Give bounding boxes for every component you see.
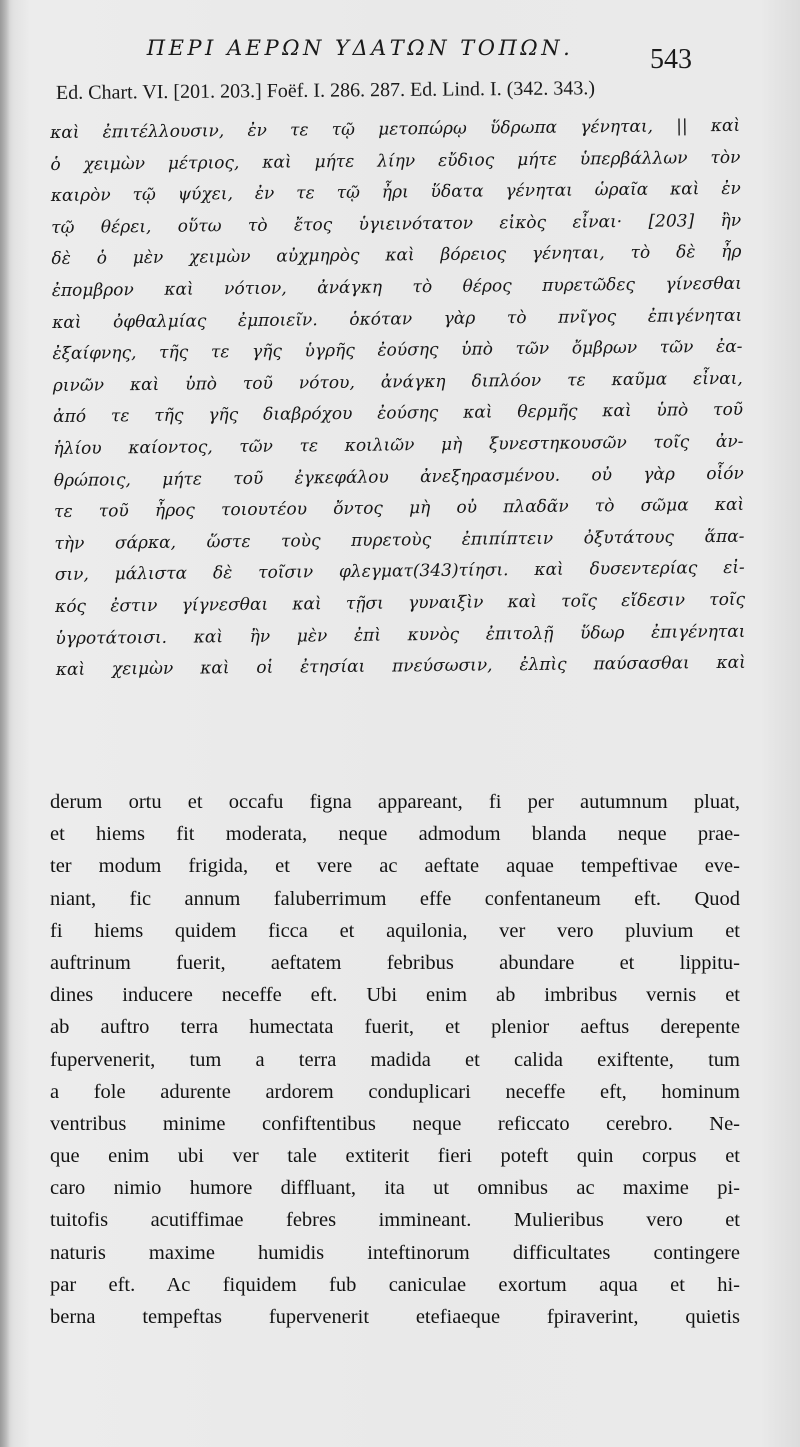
latin-text-line: ter modum frigida, et vere ac aeftate aquae tempeftivae eve- <box>50 855 740 878</box>
latin-text-line: niant, fic annum faluberrimum effe confentaneum eft. Quod <box>50 887 740 910</box>
greek-text-line: σιν, μάλιστα δὲ τοῖσιν φλεγματ(343)τίησι. καὶ δυσεντερίας εἰ- <box>54 558 745 586</box>
running-title: ΠΕΡΙ ΑΕΡΩΝ ΥΔΑΤΩΝ ΤΟΠΩΝ. <box>146 36 574 60</box>
greek-text-line: ὁ χειμὼν μέτριος, καὶ μήτε λίην εὔδιος μήτε ὑπερβάλλων τὸν <box>50 147 741 175</box>
greek-text-line: ἐπομβρον καὶ νότιον, ἀνάγκη τὸ θέρος πυρετῶδες γίνεσθαι <box>51 273 742 301</box>
latin-text-line: caro nimio humore diffluant, ita ut omnibus ac maxime pi- <box>50 1177 740 1200</box>
greek-text-line: κός ἐστιν γίγνεσθαι καὶ τῇσι γυναιξὶν καὶ τοῖς εἴδεσιν τοῖς <box>55 589 746 617</box>
latin-text-line: et hiems fit moderata, neque admodum blanda neque prae- <box>50 823 740 846</box>
greek-text-block <box>50 111 746 687</box>
page-gutter-shadow <box>0 0 10 1447</box>
greek-text-line: ἡλίου καίοντος, τῶν τε κοιλιῶν μὴ ξυνεστηκουσῶν τοῖς ἀν- <box>53 431 744 459</box>
latin-text-line: auftrinum fuerit, aeftatem febribus abundare et lippitu- <box>50 951 740 974</box>
greek-text-line: καὶ χειμὼν καὶ οἱ ἐτησίαι πνεύσωσιν, ἐλπὶς παύσασθαι καὶ <box>55 652 746 681</box>
latin-text-line: naturis maxime humidis inteftinorum difficultates contingere <box>50 1241 740 1264</box>
greek-text-line: ἐξαίφνης, τῆς τε γῆς ὑγρῆς ἐούσης ὑπὸ τῶν ὄμβρων τῶν ἐα- <box>52 336 743 365</box>
latin-text-line: par eft. Ac fiquidem fub caniculae exortum aqua et hi- <box>50 1273 740 1296</box>
greek-text-line: ὑγροτάτοισι. καὶ ἢν μὲν ἐπὶ κυνὸς ἐπιτολῇ ὕδωρ ἐπιγένηται <box>55 621 746 649</box>
latin-text-line: dines inducere neceffe eft. Ubi enim ab imbribus vernis et <box>50 984 740 1007</box>
greek-text-line: δὲ ὁ μὲν χειμὼν αὐχμηρὸς καὶ βόρειος γένηται, τὸ δὲ ἦρ <box>51 242 742 270</box>
latin-text-line: a fole adurente ardorem conduplicari neceffe eft, hominum <box>50 1080 740 1103</box>
greek-text-line: ἀπό τε τῆς γῆς διαβρόχου ἐούσης καὶ θερμῆς καὶ ὑπὸ τοῦ <box>53 400 744 428</box>
latin-text-block <box>50 786 740 1333</box>
greek-text-line: τῷ θέρει, οὕτω τὸ ἔτος ὑγιεινότατον εἰκὸς εἶναι· [203] ἢν <box>51 210 742 238</box>
greek-text-line: καὶ ἐπιτέλλουσιν, ἐν τε τῷ μετοπώρῳ ὕδρωπα γένηται, || καὶ <box>50 115 741 143</box>
latin-text-line: fupervenerit, tum a terra madida et calida exiftente, tum <box>50 1048 740 1071</box>
latin-text-line: que enim ubi ver tale extiterit fieri poteft quin corpus et <box>50 1145 740 1168</box>
latin-text-line: ab auftro terra humectata fuerit, et plenior aeftus derepente <box>50 1016 740 1039</box>
latin-text-line: tuitofis acutiffimae febres immineant. Mulieribus vero et <box>50 1209 740 1232</box>
latin-text-line: ventribus minime confiftentibus neque reficcato cerebro. Ne- <box>50 1112 740 1135</box>
greek-text-line: καιρὸν τῷ ψύχει, ἐν τε τῷ ἦρι ὕδατα γένηται ὡραῖα καὶ ἐν <box>50 178 741 207</box>
greek-text-line: τε τοῦ ἦρος τοιουτέου ὄντος μὴ οὐ πλαδᾶν τὸ σῶμα καὶ <box>54 494 745 523</box>
latin-text-line: fi hiems quidem ficca et aquilonia, ver vero pluvium et <box>50 919 740 942</box>
latin-text-line: berna tempeftas fupervenerit etefiaeque fpiraverint, quietis <box>50 1306 740 1328</box>
greek-text-line: ρινῶν καὶ ὑπὸ τοῦ νότου, ἀνάγκη διπλόον τε καῦμα εἶναι, <box>52 368 743 396</box>
greek-text-line: θρώποις, μήτε τοῦ ἐγκεφάλου ἀνεξηρασμένου. οὐ γὰρ οἷόν <box>53 463 744 491</box>
page-number: 543 <box>650 44 692 75</box>
edition-reference-line: Ed. Chart. VI. [201. 203.] Foëf. I. 286. 287. Ed. Lind. I. (342. 343.) <box>55 77 596 104</box>
latin-text-line: derum ortu et occafu figna appareant, fi per autumnum pluat, <box>50 791 740 813</box>
greek-text-line: τὴν σάρκα, ὥστε τοὺς πυρετοὺς ἐπιπίπτειν ὀξυτάτους ἅπα- <box>54 526 745 554</box>
greek-text-line: καὶ ὀφθαλμίας ἐμποιεῖν. ὁκόταν γὰρ τὸ πνῖγος ἐπιγένηται <box>52 305 743 333</box>
